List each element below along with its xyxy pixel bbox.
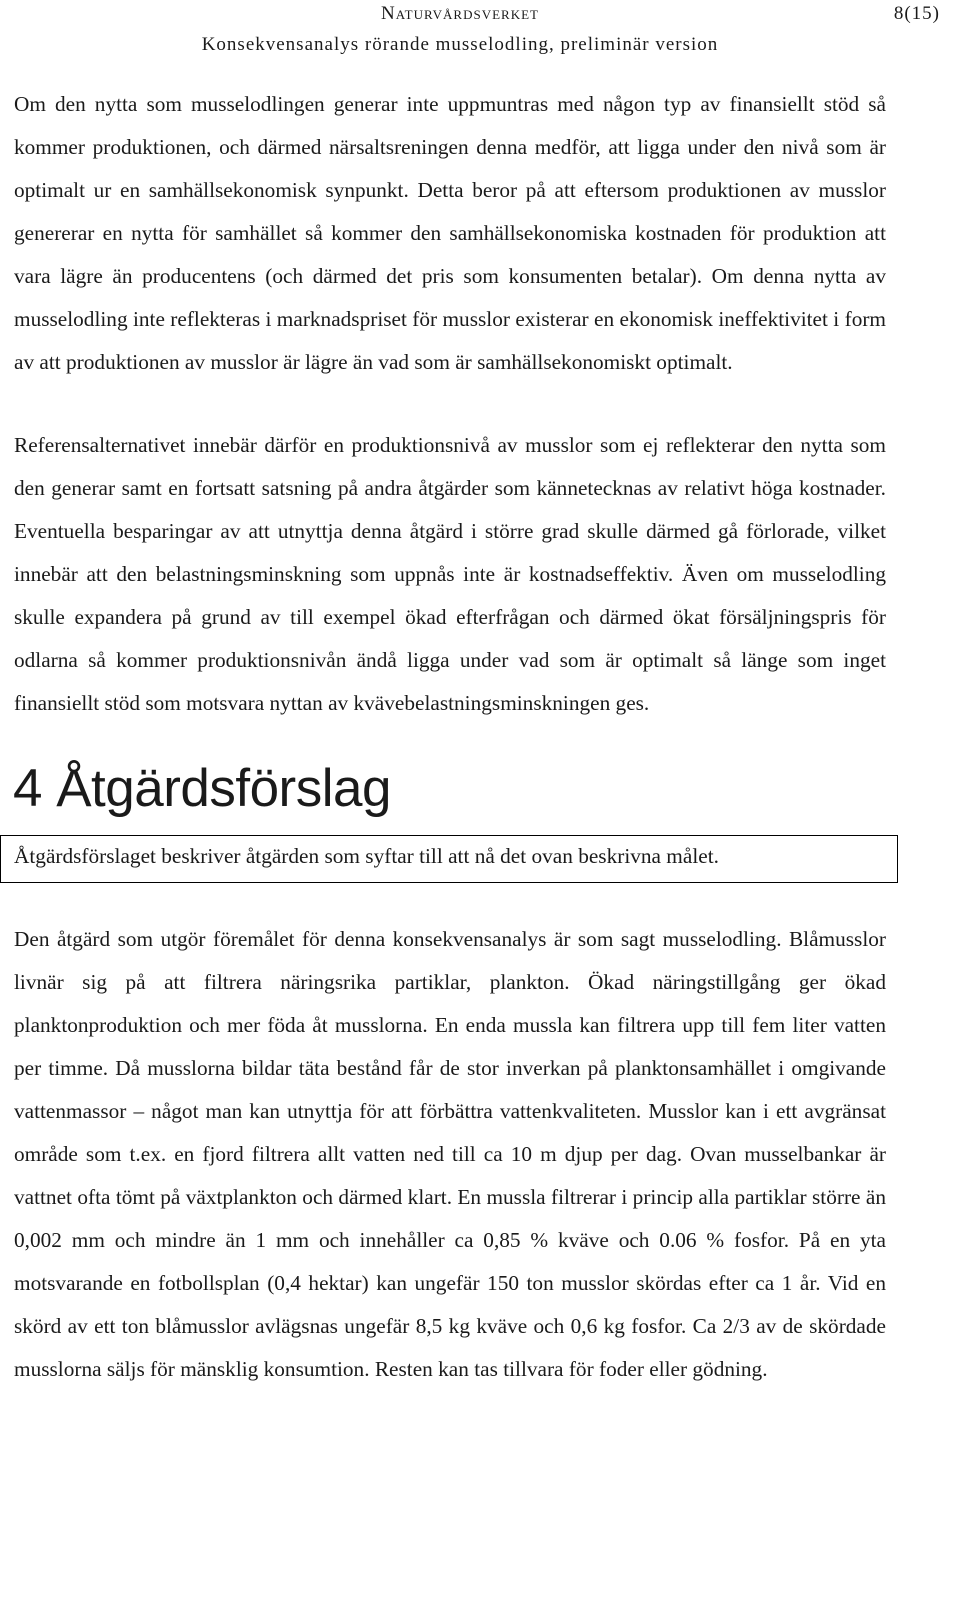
summary-box [0,835,898,883]
page-header [0,0,960,64]
document-body [14,83,886,1391]
page-number: 8(15) [893,3,940,24]
body-paragraph-2: Referensalternativet innebär därför en produktionsnivå av musslor som ej reflekterar den nytta som den generar samt en fortsatt satsning på andra åtgärder som kännetecknas av relativt höga kostnader. Eventuella besparingar av att utnyttja denna åtgärd i större grad skulle därmed gå förlorade, vilket innebär att den belastningsminskning som uppnås inte är kostnadseffektiv. Även om musselodling skulle expandera på grund av till exempel ökad efterfrågan och därmed ökat försäljningspris för odlarna så kommer produktionsnivån ändå ligga under vad som är optimalt så länge som inget finansiellt stöd som motsvara nyttan av kvävebelastningsminskningen ges. [14,433,886,715]
header-document-title: Konsekvensanalys rörande musselodling, preliminär version [201,34,719,55]
body-paragraph-3: Den åtgärd som utgör föremålet för denna konsekvensanalys är som sagt musselodling. Blåmusslor livnär sig på att filtrera näringsrika partiklar, plankton. Ökad näringstillgång ger ökad planktonproduktion och mer föda åt musslorna. En enda mussla kan filtrera upp till fem liter vatten per timme. Då musslorna bildar täta bestånd får de stor inverkan på planktonsamhället i omgivande vattenmassor – något man kan utnyttja för att förbättra vattenkvaliteten. Musslor kan i ett avgränsat område som t.ex. en fjord filtrera allt vatten ned till ca 10 m djup per dag. Ovan musselbankar är vattnet ofta tömt på växtplankton och därmed klart. En mussla filtrerar i princip alla partiklar större än 0,002 mm och mindre än 1 mm och innehåller ca 0,85 % kväve och 0.06 % fosfor. På en yta motsvarande en fotbollsplan (0,4 hektar) kan ungefär 150 ton musslor skördas efter ca 1 år. Vid en skörd av ett ton blåmusslor avlägsnas ungefär 8,5 kg kväve och 0,6 kg fosfor. Ca 2/3 av de skördade musslorna säljs för mänsklig konsumtion. Resten kan tas tillvara för foder eller gödning. [14,927,886,1381]
section-heading: 4 Åtgärdsförslag [13,759,391,818]
body-paragraph-1: Om den nytta som musselodlingen generar inte uppmuntras med någon typ av finansiellt stöd så kommer produktionen, och därmed närsaltsreningen denna medför, att ligga under den nivå som är optimalt ur en samhällsekonomisk synpunkt. Detta beror på att eftersom produktionen av musslor genererar en nytta för samhället så kommer den samhällsekonomiska kostnaden för produktion att vara lägre än producentens (och därmed det pris som konsumenten betalar). Om denna nytta av musselodling inte reflekteras i marknadspriset för musslor existerar en ekonomisk ineffektivitet i form av att produktionen av musslor är lägre än vad som är samhällsekonomiskt optimalt. [14,92,886,374]
summary-text: Åtgärdsförslaget beskriver åtgärden som syftar till att nå det ovan beskrivna målet. [14,844,719,868]
header-organization: Naturvårdsverket [381,3,539,24]
